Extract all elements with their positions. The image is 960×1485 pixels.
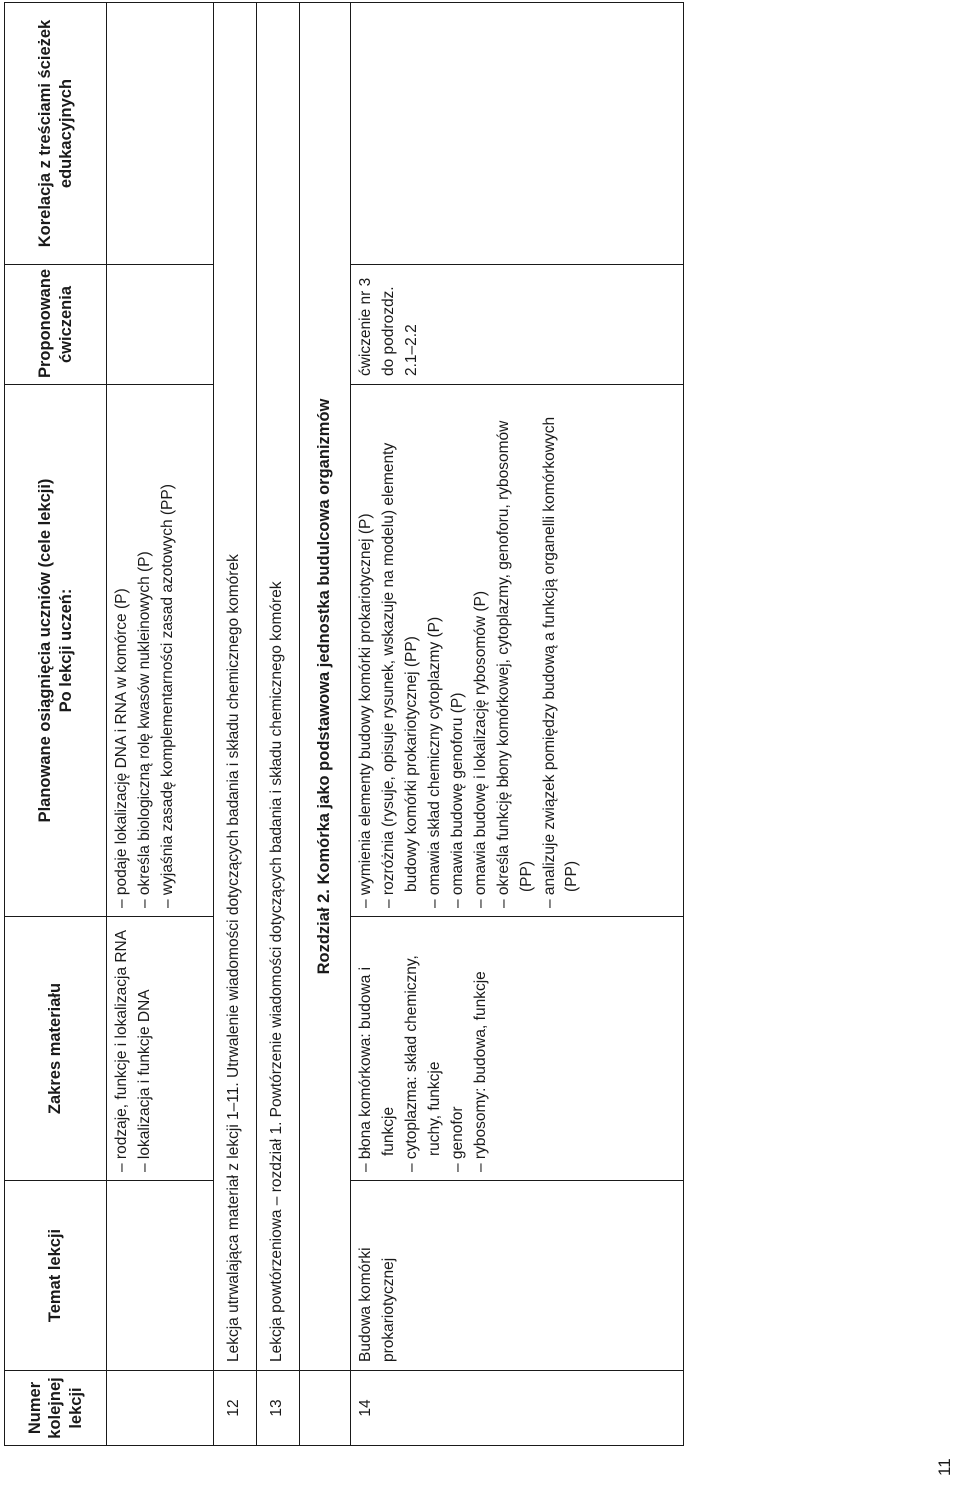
list-item: – omawia budowę i lokalizację rybosomów (P) <box>470 393 493 908</box>
list-item: – rybosomy: budowa, funkcje <box>470 925 493 1172</box>
list-item: – określa biologiczną rolę kwasów nukleinowych (P) <box>134 393 157 908</box>
header-row <box>5 3 107 1446</box>
header-outcomes <box>5 385 107 917</box>
header-exercises: Proponowane ćwiczenia <box>5 265 107 385</box>
cell-lesson-text: Lekcja utrwalająca materiał z lekcji 1–11. Utrwalenie wiadomości dotyczących badania i składu chemicznego komórek <box>214 3 257 1371</box>
list-item: – błona komórkowa: budowa i funkcje <box>355 925 401 1172</box>
cell-correlation <box>351 3 684 265</box>
cell-scope <box>107 917 214 1181</box>
list-item: – analizuje związek pomiędzy budową a funkcją organelli komórkowych (PP) <box>539 393 585 908</box>
header-scope: Zakres materiału <box>5 917 107 1181</box>
table-row-continued <box>107 3 214 1446</box>
lesson-plan-table-rotated <box>4 3 706 1446</box>
cell-topic: Budowa komórki prokariotycznej <box>351 1181 684 1371</box>
chapter-title: Rozdział 2. Komórka jako podstawowa jednostka budulcowa organizmów <box>300 3 351 1371</box>
cell-blank <box>300 1371 351 1446</box>
table-row-lesson-14 <box>351 3 684 1446</box>
list-item: – cytoplazma: skład chemiczny, ruchy, funkcje <box>401 925 447 1172</box>
cell-outcomes <box>351 385 684 917</box>
page-number: 11 <box>935 1458 954 1476</box>
header-outcomes-line1: Planowane osiągnięcia uczniów (cele lekcji) <box>35 478 54 823</box>
cell-exercises <box>107 265 214 385</box>
list-item: – rodzaje, funkcje i lokalizacja RNA <box>111 925 134 1172</box>
list-item: – lokalizacja i funkcje DNA <box>134 925 157 1172</box>
list-item: – genofor <box>447 925 470 1172</box>
header-outcomes-line2: Po lekcji uczeń: <box>56 588 75 713</box>
table-row-lesson-12 <box>214 3 257 1446</box>
list-item: – określa funkcję błony komórkowej, cytoplazmy, genoforu, rybosomów (PP) <box>493 393 539 908</box>
list-item: – wymienia elementy budowy komórki prokariotycznej (P) <box>355 393 378 908</box>
cell-number: 12 <box>214 1371 257 1446</box>
list-item: – omawia skład chemiczny cytoplazmy (P) <box>424 393 447 908</box>
cell-correlation <box>107 3 214 265</box>
header-correlation: Korelacja z treściami ścieżek edukacyjnych <box>5 3 107 265</box>
cell-outcomes <box>107 385 214 917</box>
list-item: – podaje lokalizację DNA i RNA w komórce (P) <box>111 393 134 908</box>
cell-topic <box>107 1181 214 1371</box>
table-row-lesson-13 <box>257 3 300 1446</box>
cell-lesson-text: Lekcja powtórzeniowa – rozdział 1. Powtórzenie wiadomości dotyczących badania i składu chemicznego komórek <box>257 3 300 1371</box>
cell-number: 13 <box>257 1371 300 1446</box>
cell-number: 14 <box>351 1371 684 1446</box>
header-number: Numer kolejnej lekcji <box>5 1371 107 1446</box>
cell-number <box>107 1371 214 1446</box>
list-item: – omawia budowę genoforu (P) <box>447 393 470 908</box>
cell-scope <box>351 917 684 1181</box>
list-item: – rozróżnia (rysuje, opisuje rysunek, wskazuje na modelu) elementy budowy komórki prokariotycznej (PP) <box>378 393 424 908</box>
cell-exercises: ćwiczenie nr 3 do podrozdz. 2.1–2.2 <box>351 265 684 385</box>
list-item: – wyjaśnia zasadę komplementarności zasad azotowych (PP) <box>157 393 180 908</box>
table-row-chapter-2 <box>300 3 351 1446</box>
lesson-plan-table <box>4 2 684 1446</box>
header-topic: Temat lekcji <box>5 1181 107 1371</box>
